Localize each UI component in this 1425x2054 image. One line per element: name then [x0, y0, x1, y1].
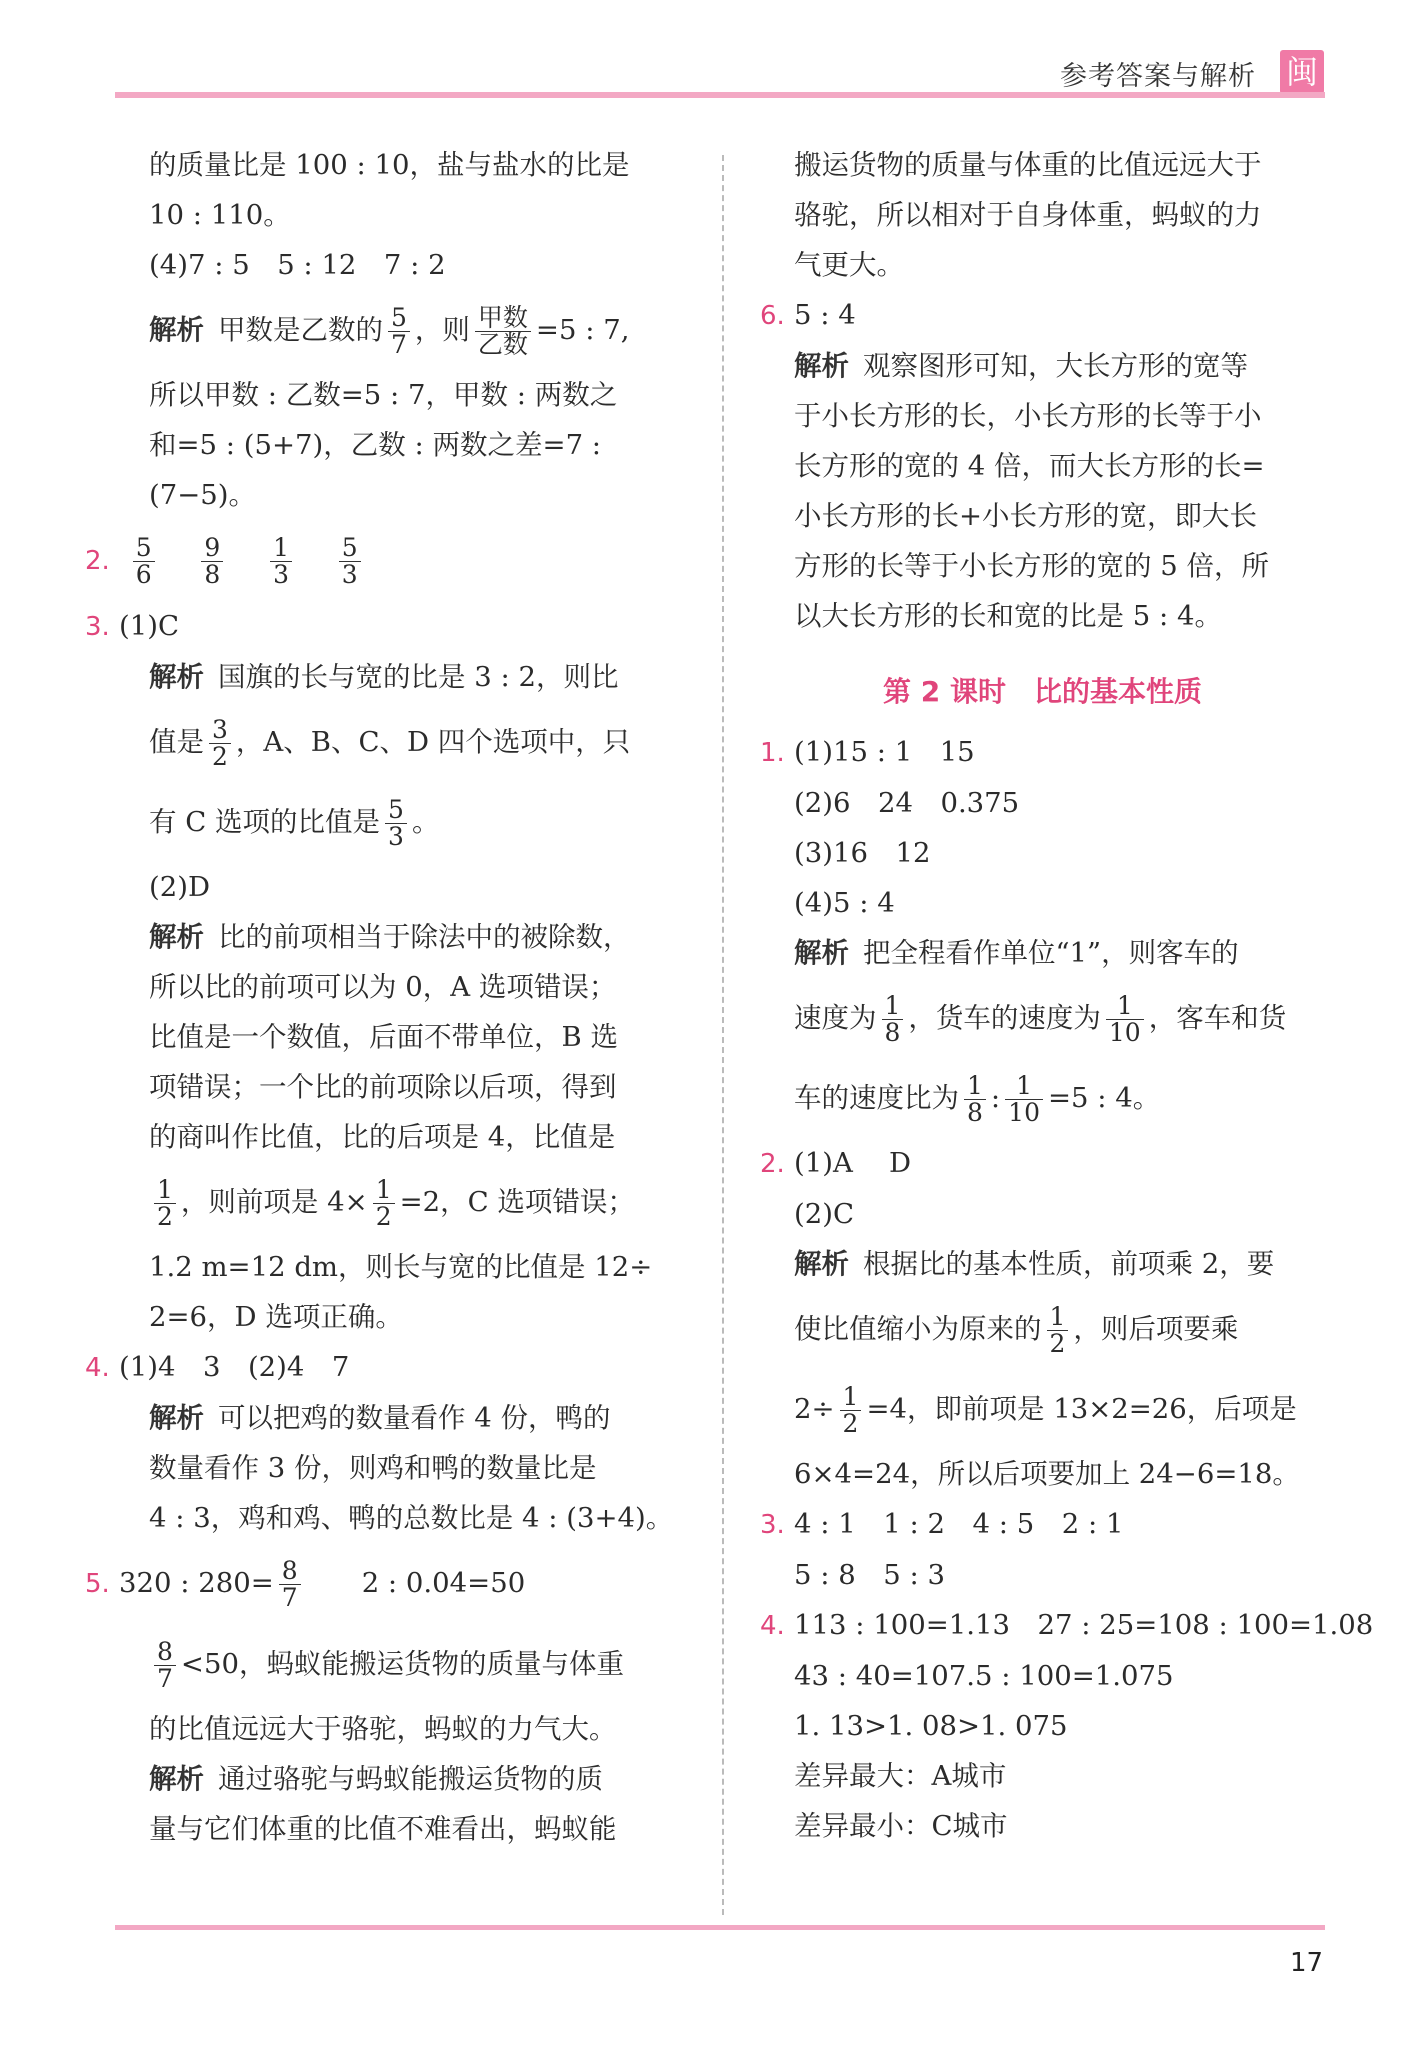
denominator: 3	[388, 822, 404, 851]
text-line	[760, 1058, 1325, 1138]
fraction	[270, 532, 292, 589]
numerator: 1	[270, 535, 292, 562]
analysis-label: 解析	[149, 314, 204, 346]
numerator: 9	[201, 535, 223, 562]
text: ，A、B、C、D 四个选项中，只	[235, 726, 631, 758]
right-column	[760, 140, 1374, 1851]
column-divider	[722, 155, 724, 1915]
question-number: 6.	[760, 301, 785, 331]
text-line	[115, 1624, 690, 1704]
text-line: 小长方形的长+小长方形的宽，即大长	[794, 500, 1258, 532]
text-line	[760, 1369, 1325, 1449]
fraction	[279, 1555, 301, 1612]
numerator: 5	[385, 797, 407, 824]
question-number: 3.	[85, 612, 110, 642]
numerator: 1	[154, 1177, 176, 1204]
answer-3	[85, 601, 690, 652]
header-badge: 闽	[1280, 50, 1324, 94]
numerator: 5	[388, 305, 410, 332]
analysis-line	[760, 928, 1325, 978]
text-line: 1. 13>1. 08>1. 075	[794, 1710, 1068, 1742]
text-line: 的比值远远大于骆驼，蚂蚁的力气大。	[149, 1713, 617, 1745]
text-line: 差异最小：C城市	[794, 1810, 1008, 1842]
text-line	[115, 702, 690, 782]
text: 车的速度比为	[794, 1082, 959, 1114]
text-line: 的商叫作比值，比的后项是 4，比值是	[149, 1121, 616, 1153]
question-number: 3.	[760, 1510, 785, 1540]
text-line: 方形的长等于小长方形的宽的 5 倍，所	[794, 550, 1269, 582]
question-number: 2.	[85, 546, 110, 576]
answer-5	[85, 1543, 690, 1624]
text: 把全程看作单位“1”，则客车的	[863, 937, 1239, 969]
fraction	[154, 1174, 176, 1231]
text: 值是	[149, 726, 204, 758]
numerator: 1	[964, 1073, 986, 1100]
text-line: (2)D	[149, 871, 211, 903]
analysis-label: 解析	[149, 921, 204, 953]
analysis-line	[115, 1393, 690, 1443]
text-line: 所以比的前项可以为 0，A 选项错误；	[149, 971, 617, 1003]
text: 甲数是乙数的	[218, 314, 383, 346]
page-number: 17	[1290, 1948, 1324, 1978]
text: 113 : 100=1.13 27 : 25=108 : 100=1.08	[794, 1609, 1374, 1641]
text: 4 : 1 1 : 2 4 : 5 2 : 1	[794, 1508, 1124, 1540]
analysis-label: 解析	[794, 1248, 849, 1280]
analysis-label: 解析	[149, 661, 204, 693]
fraction	[209, 714, 231, 771]
answer-4	[760, 1600, 1374, 1651]
header-title: 参考答案与解析	[1060, 61, 1256, 92]
question-number: 1.	[760, 738, 785, 768]
analysis-line	[115, 290, 690, 370]
text-line: 2=6，D 选项正确。	[149, 1301, 403, 1333]
numerator: 5	[133, 535, 155, 562]
text-line: 长方形的宽的 4 倍，而大长方形的长=	[794, 450, 1265, 482]
analysis-line	[115, 1754, 690, 1804]
question-number: 5.	[85, 1569, 110, 1599]
text: 2÷	[794, 1393, 835, 1425]
fraction	[882, 990, 904, 1047]
denominator: 7	[157, 1664, 173, 1693]
text-line: 和=5 : (5+7)，乙数 : 两数之差=7 :	[149, 429, 602, 461]
answer-2	[85, 520, 690, 601]
fraction	[388, 302, 410, 359]
text-line: 骆驼，所以相对于自身体重，蚂蚁的力	[794, 199, 1262, 231]
fraction	[133, 532, 155, 589]
question-number: 4.	[85, 1353, 110, 1383]
text: :	[990, 1082, 1001, 1114]
numerator: 1	[1005, 1073, 1043, 1100]
text-line: 项错误；一个比的前项除以后项，得到	[149, 1071, 617, 1103]
fraction	[1047, 1301, 1069, 1358]
numerator: 1	[373, 1177, 395, 1204]
text-line: 6×4=24，所以后项要加上 24−6=18。	[794, 1458, 1300, 1490]
text: 可以把鸡的数量看作 4 份，鸭的	[218, 1402, 611, 1434]
left-column	[85, 140, 690, 1854]
analysis-line	[760, 341, 1325, 391]
text-line: 量与它们体重的比值不难看出，蚂蚁能	[149, 1813, 617, 1845]
fraction	[201, 532, 223, 589]
denominator: 6	[135, 560, 152, 589]
text-line: 的质量比是 100 : 10，盐与盐水的比是	[149, 149, 630, 181]
text-line: (7−5)。	[149, 479, 256, 511]
fraction	[1005, 1070, 1043, 1127]
analysis-label: 解析	[149, 1402, 204, 1434]
text-line: (4)5 : 4	[794, 887, 895, 919]
numerator: 5	[339, 535, 361, 562]
text-line: 5 : 8 5 : 3	[794, 1559, 945, 1591]
analysis-label: 解析	[794, 937, 849, 969]
fraction	[373, 1174, 395, 1231]
fraction	[385, 794, 407, 851]
answer-2	[760, 1138, 1325, 1189]
text: 320 : 280=	[119, 1567, 274, 1599]
numerator: 3	[209, 717, 231, 744]
text-line: 以大长方形的长和宽的比是 5 : 4。	[794, 600, 1222, 632]
text: (1)15 : 1 15	[794, 736, 975, 768]
text-line: 差异最大：A城市	[794, 1760, 1007, 1792]
analysis-line	[115, 652, 690, 702]
text: 根据比的基本性质，前项乘 2，要	[863, 1248, 1275, 1280]
section-title: 第 2 课时 比的基本性质	[883, 675, 1202, 708]
text-line: 1.2 m=12 dm，则长与宽的比值是 12÷	[149, 1251, 653, 1283]
fraction	[154, 1636, 176, 1693]
answer-1	[760, 727, 1325, 778]
numerator: 1	[882, 993, 904, 1020]
analysis-line	[115, 912, 690, 962]
numerator: 1	[840, 1384, 862, 1411]
analysis-label: 解析	[149, 1763, 204, 1795]
denominator: 10	[1108, 1018, 1141, 1047]
text-line: 10 : 110。	[149, 199, 291, 231]
text-line: (2)6 24 0.375	[794, 787, 1020, 819]
text: 使比值缩小为原来的	[794, 1313, 1042, 1345]
text: 速度为	[794, 1002, 877, 1034]
text: ，货车的速度为	[908, 1002, 1101, 1034]
answer-4	[85, 1342, 690, 1393]
denominator: 2	[842, 1409, 859, 1438]
text: (1)A D	[794, 1147, 912, 1179]
denominator: 3	[273, 560, 289, 589]
text: ，客车和货	[1148, 1002, 1287, 1034]
text-line: (2)C	[794, 1198, 854, 1230]
denominator: 3	[341, 560, 358, 589]
text-line: 于小长方形的长，小长方形的长等于小	[794, 400, 1262, 432]
text: 2 : 0.04=50	[361, 1567, 526, 1599]
numerator: 1	[1047, 1304, 1069, 1331]
text: ，则	[414, 314, 470, 346]
numerator: 8	[154, 1639, 176, 1666]
text: =5 : 4。	[1047, 1082, 1161, 1114]
text: =2，C 选项错误；	[399, 1186, 635, 1218]
denominator: 2	[375, 1202, 392, 1231]
text-line	[115, 782, 690, 862]
fraction	[475, 302, 531, 359]
text-line	[760, 1289, 1325, 1369]
text: 国旗的长与宽的比是 3 : 2，则比	[218, 661, 619, 693]
text: <50，蚂蚁能搬运货物的质量与体重	[180, 1648, 624, 1680]
denominator: 乙数	[477, 330, 528, 359]
denominator: 8	[967, 1098, 983, 1127]
text: 5 : 4	[794, 299, 856, 331]
text: ，则后项要乘	[1073, 1313, 1239, 1345]
header-rule	[115, 92, 1325, 98]
text: 观察图形可知，大长方形的宽等	[863, 350, 1248, 382]
text-line: 比值是一个数值，后面不带单位，B 选	[149, 1021, 618, 1053]
denominator: 7	[391, 330, 407, 359]
denominator: 8	[884, 1018, 901, 1047]
numerator: 8	[279, 1558, 301, 1585]
text-line: 4 : 3，鸡和鸡、鸭的总数比是 4 : (3+4)。	[149, 1502, 674, 1534]
text-line: 搬运货物的质量与体重的比值远远大于	[794, 149, 1262, 181]
analysis-label: 解析	[794, 350, 849, 382]
denominator: 8	[204, 560, 221, 589]
text-line: (4)7 : 5 5 : 12 7 : 2	[149, 249, 446, 281]
text: ，则前项是 4×	[180, 1186, 368, 1218]
question-number: 2.	[760, 1149, 785, 1179]
analysis-line	[760, 1239, 1325, 1289]
text: =4，即前项是 13×2=26，后项是	[866, 1393, 1297, 1425]
text-line: (3)16 12	[794, 837, 931, 869]
numerator: 1	[1106, 993, 1144, 1020]
denominator: 2	[1049, 1329, 1066, 1358]
fraction	[1106, 990, 1144, 1047]
text: (1)4 3 (2)4 7	[119, 1351, 350, 1383]
fraction	[840, 1381, 862, 1438]
text-line: 数量看作 3 份，则鸡和鸭的数量比是	[149, 1452, 597, 1484]
text-line	[115, 1162, 690, 1242]
text: 有 C 选项的比值是	[149, 806, 381, 838]
footer-rule	[115, 1925, 1325, 1930]
text: 通过骆驼与蚂蚁能搬运货物的质	[218, 1763, 603, 1795]
denominator: 7	[281, 1583, 298, 1612]
denominator: 2	[157, 1202, 173, 1231]
text-line: 43 : 40=107.5 : 100=1.075	[794, 1660, 1174, 1692]
text-line: 气更大。	[794, 249, 904, 281]
denominator: 10	[1008, 1098, 1040, 1127]
text-line	[760, 978, 1325, 1058]
question-number: 4.	[760, 1611, 785, 1641]
fraction	[964, 1070, 986, 1127]
answer-3	[760, 1499, 1325, 1550]
text-line: 所以甲数 : 乙数=5 : 7，甲数 : 两数之	[149, 379, 618, 411]
denominator: 2	[212, 742, 228, 771]
text: 比的前项相当于除法中的被除数，	[218, 921, 631, 953]
answer-6	[760, 290, 1325, 341]
text: =5 : 7,	[535, 314, 630, 346]
numerator: 甲数	[475, 305, 531, 332]
text: (1)C	[119, 610, 179, 642]
fraction	[339, 532, 361, 589]
text: 。	[411, 806, 440, 838]
